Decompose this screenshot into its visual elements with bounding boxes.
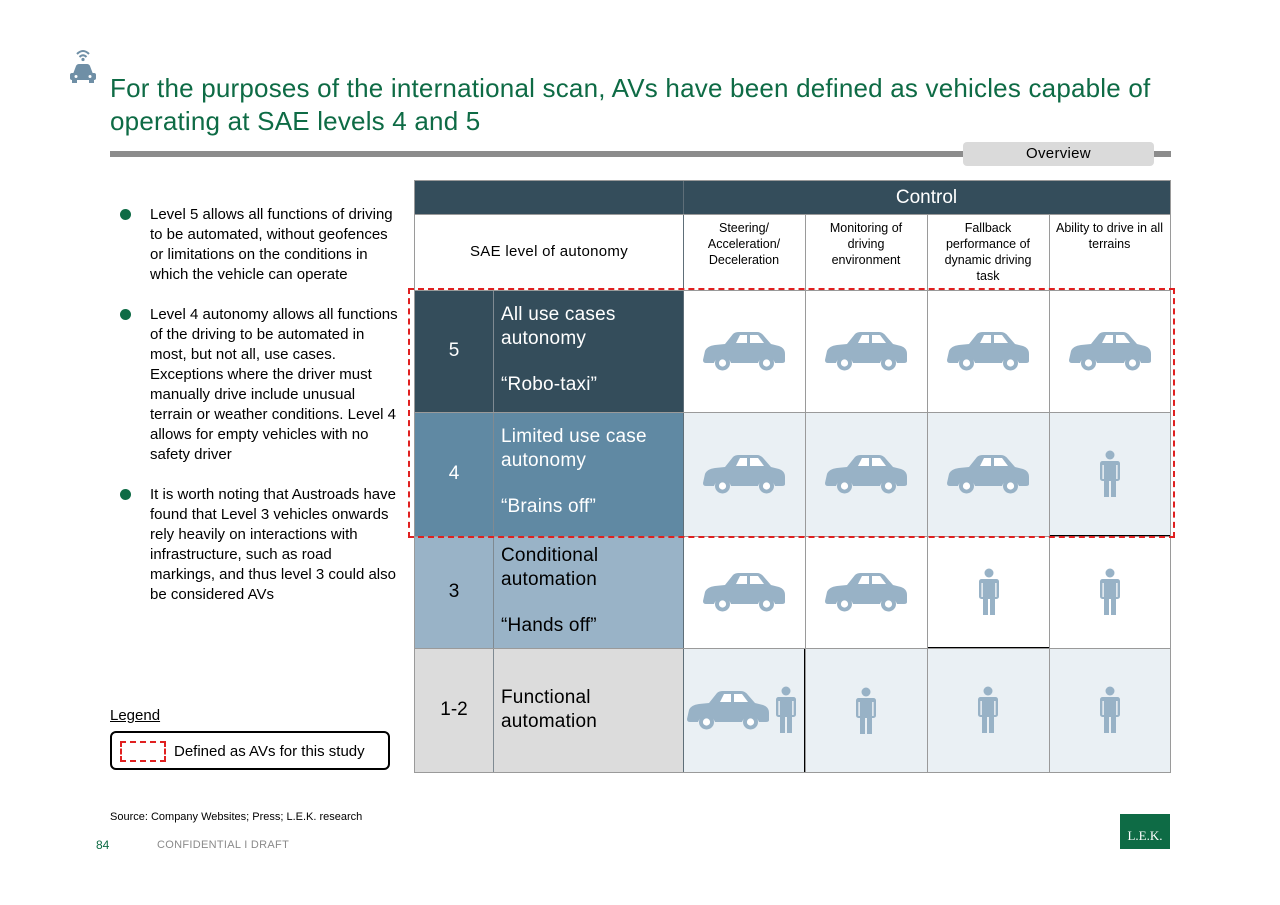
cell-1-2-fallback	[927, 648, 1049, 772]
level-3-title: Conditional automation	[501, 545, 599, 590]
legend-title: Legend	[110, 707, 161, 724]
car-icon	[701, 570, 787, 614]
grid-line	[415, 648, 1170, 649]
page-title: For the purposes of the international scan, AVs have been defined as vehicles capable of operating at SAE levels 4 and 5	[110, 73, 1151, 136]
level-5-number: 5	[415, 290, 493, 412]
cell-3-terrain	[1049, 536, 1170, 648]
grid-line	[415, 214, 1170, 215]
bullet-text: Level 5 allows all functions of driving to be automated, without geofences or limitations on the conditions in which the vehicle can operate	[150, 206, 393, 283]
company-logo: L.E.K.	[1120, 814, 1170, 849]
level-1-2-number: 1-2	[415, 648, 493, 772]
confidential-label: CONFIDENTIAL I DRAFT	[157, 839, 290, 851]
car-icon	[823, 570, 909, 614]
person-icon	[1097, 568, 1123, 616]
bullet-dot	[120, 209, 131, 220]
legend-box	[110, 731, 390, 770]
cell-1-2-monitoring	[805, 648, 927, 772]
person-icon	[975, 686, 1001, 734]
level-5-title: All use cases autonomy	[501, 304, 616, 349]
bullet-text: Level 4 autonomy allows all functions of the driving to be automated in most, but not all, use cases. Exceptions where the driver must manually drive include unusual terrain or weather conditions. Level 4 allows for empty vehicles with no safety driver	[150, 306, 398, 463]
level-3-nickname: “Hands off”	[501, 615, 597, 636]
cell-3-fallback	[927, 536, 1049, 648]
sae-level-header: SAE level of autonomy	[469, 243, 629, 260]
bullet-dot	[120, 489, 131, 500]
person-icon	[976, 568, 1002, 616]
bullet-item	[118, 305, 400, 465]
cell-1-2-steering	[683, 648, 805, 772]
column-header-all-terrains: Ability to drive in all terrains	[1056, 221, 1163, 251]
tab-overview[interactable]: Overview	[963, 142, 1154, 166]
person-icon	[773, 686, 799, 734]
page-number: 84	[96, 838, 110, 852]
legend-label: Defined as AVs for this study	[174, 743, 365, 760]
cell-3-steering	[683, 536, 805, 648]
legend-dashed-swatch	[120, 741, 166, 762]
cell-1-2-terrain	[1049, 648, 1170, 772]
column-header-fallback: Fallback performance of dynamic driving task	[944, 221, 1032, 283]
level-3-number: 3	[415, 536, 493, 648]
bullet-text: It is worth noting that Austroads have found that Level 3 vehicles onwards rely heavily on interactions with infrastructure, such as road markings, and thus level 3 could also be considered AVs	[150, 486, 396, 603]
level-4-number: 4	[415, 412, 493, 536]
person-icon	[853, 687, 879, 735]
level-1-2-title: Functional automation	[501, 687, 598, 732]
bullet-list	[118, 205, 400, 625]
person-icon	[1097, 686, 1123, 734]
column-header-monitoring: Monitoring of driving environment	[829, 221, 903, 267]
source-note: Source: Company Websites; Press; L.E.K. research	[110, 811, 363, 823]
level-1-2-name	[493, 648, 683, 772]
car-icon	[685, 688, 771, 732]
bullet-item	[118, 205, 400, 285]
header-blank-cell	[415, 181, 683, 214]
av-definition-outline	[408, 288, 1175, 538]
column-header-steering: Steering/ Acceleration/ Deceleration	[707, 221, 781, 267]
level-4-title: Limited use case autonomy	[501, 426, 647, 471]
level-4-nickname: “Brains off”	[501, 496, 596, 517]
bullet-item	[118, 485, 400, 605]
control-header: Control	[683, 181, 1170, 214]
bullet-dot	[120, 309, 131, 320]
connected-car-icon	[68, 46, 98, 84]
level-5-nickname: “Robo-taxi”	[501, 374, 598, 395]
cell-3-monitoring	[805, 536, 927, 648]
level-3-name	[493, 536, 683, 648]
